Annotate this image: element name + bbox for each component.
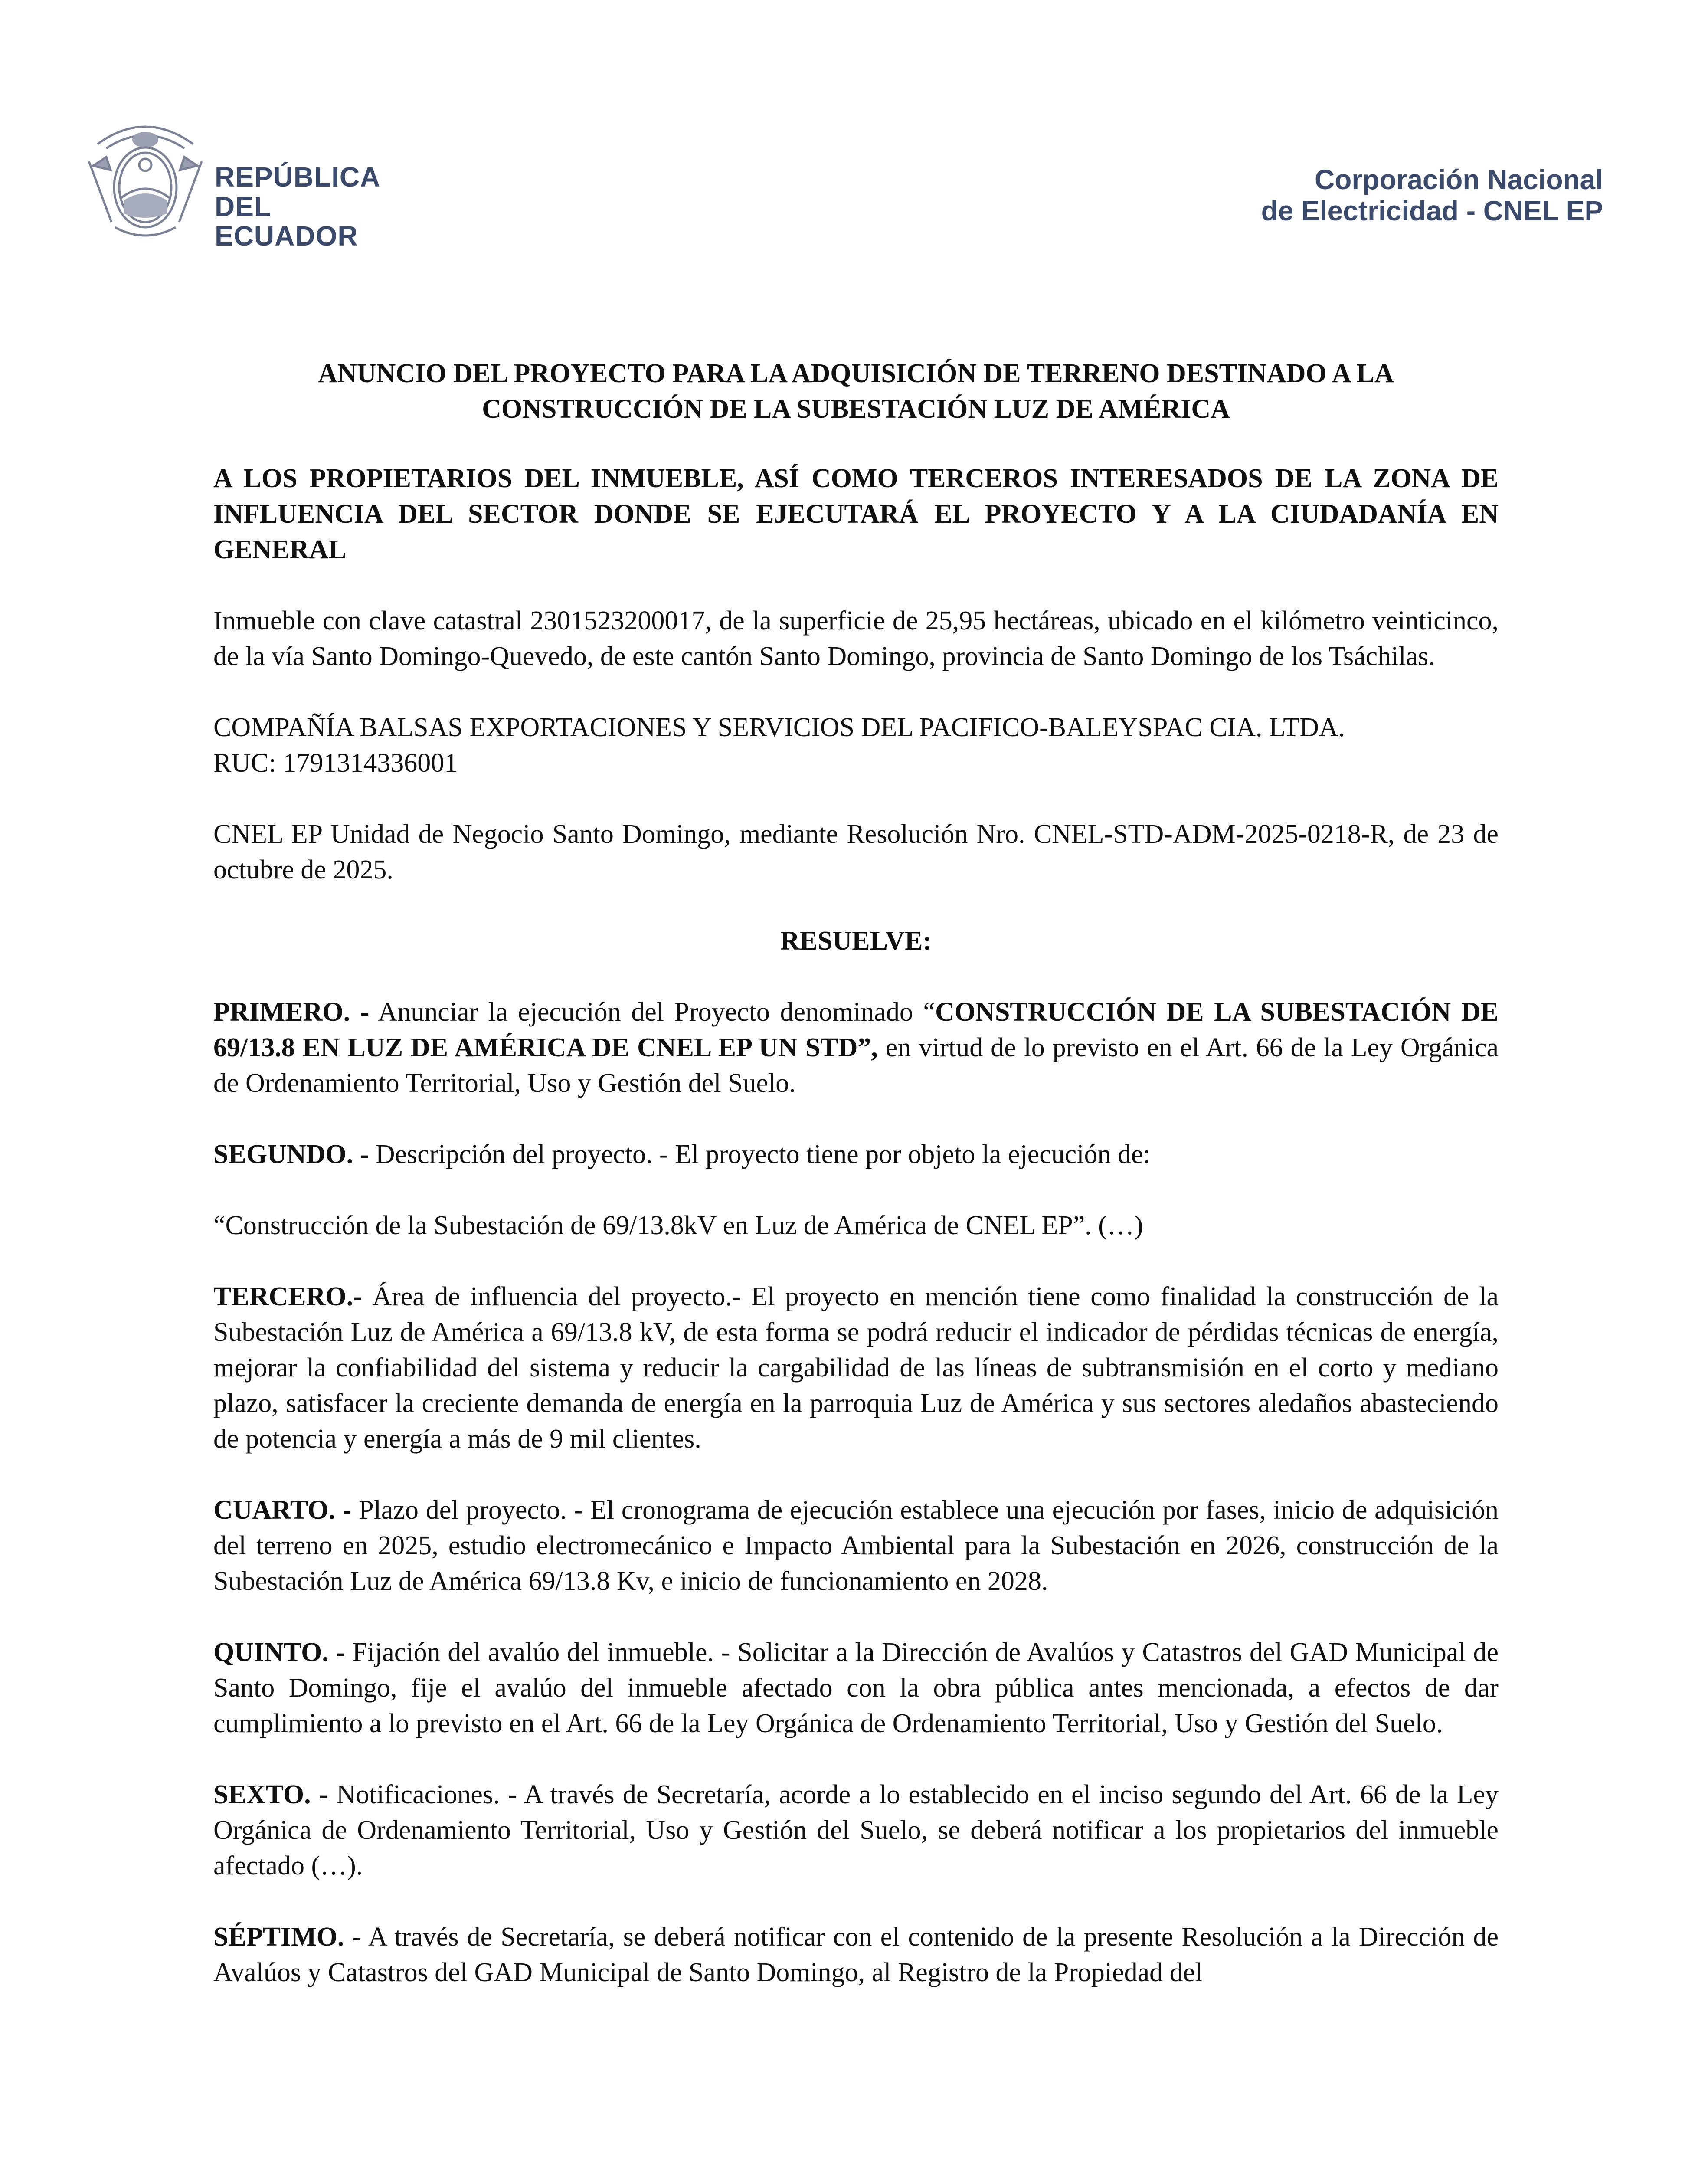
section-tercero	[213, 1279, 1499, 1457]
section-segundo-quote: “Construcción de la Subestación de 69/13.8kV en Luz de América de CNEL EP”. (…)	[213, 1211, 1143, 1240]
section-septimo-text: A través de Secretaría, se deberá notificar con el contenido de la presente Resolución a la Dirección de Avalúos y Catastros del GAD Municipal de Santo Domingo, al Registro de la Propiedad del	[213, 1922, 1499, 1987]
cnel-line-1: Corporación Nacional	[1315, 164, 1603, 195]
republic-name	[215, 162, 393, 251]
property-description: Inmueble con clave catastral 2301523200017, de la superficie de 25,95 hectáreas, ubicado en el kilómetro veinticinco, de la vía Santo Domingo-Quevedo, de este cantón Santo Domingo, provincia de Santo Domingo de los Tsáchilas.	[213, 606, 1499, 671]
section-segundo-text: Descripción del proyecto. - El proyecto tiene por objeto la ejecución de:	[369, 1140, 1151, 1169]
section-cuarto-label: CUARTO. -	[213, 1495, 352, 1525]
document-title	[213, 356, 1499, 427]
section-tercero-label: TERCERO.-	[213, 1282, 362, 1311]
republic-line-1: REPÚBLICA	[215, 161, 381, 193]
section-primero-label: PRIMERO. -	[213, 997, 370, 1027]
cnel-logo-text	[1261, 164, 1603, 226]
section-cuarto-text: Plazo del proyecto. - El cronograma de ejecución establece una ejecución por fases, inicio de adquisición del terreno en 2025, estudio electromecánico e Impacto Ambiental para la Subestación en 2026, construcción de la Subestación Luz de América 69/13.8 Kv, e inicio de funcionamiento en 2028.	[213, 1495, 1499, 1596]
section-sexto	[213, 1777, 1499, 1884]
section-quinto-text: Fijación del avalúo del inmueble. - Solicitar a la Dirección de Avalúos y Catastros del GAD Municipal de Santo Domingo, fije el avalúo del inmueble afectado con la obra pública antes mencionada, a efectos de dar cumplimiento a lo previsto en el Art. 66 de la Ley Orgánica de Ordenamiento Territorial, Uso y Gestión del Suelo.	[213, 1638, 1499, 1738]
title-line-2: CONSTRUCCIÓN DE LA SUBESTACIÓN LUZ DE AMÉRICA	[482, 394, 1230, 424]
republic-line-2: DEL ECUADOR	[215, 191, 358, 252]
title-line-1: ANUNCIO DEL PROYECTO PARA LA ADQUISICIÓN DE TERRENO DESTINADO A LA	[318, 359, 1394, 388]
owner-name: COMPAÑÍA BALSAS EXPORTACIONES Y SERVICIOS DEL PACIFICO-BALEYSPAC CIA. LTDA.	[213, 713, 1345, 742]
section-segundo	[213, 1137, 1499, 1172]
cnel-line-2: de Electricidad - CNEL EP	[1261, 195, 1603, 226]
section-cuarto	[213, 1492, 1499, 1599]
coat-of-arms-icon	[80, 114, 210, 244]
section-sexto-label: SEXTO. -	[213, 1780, 328, 1809]
section-sexto-text: Notificaciones. - A través de Secretaría, acorde a lo establecido en el inciso segundo del Art. 66 de la Ley Orgánica de Ordenamiento Territorial, Uso y Gestión del Suelo, se deberá notificar a los propietarios del inmueble afectado (…).	[213, 1780, 1499, 1881]
section-septimo	[213, 1919, 1499, 1990]
section-quinto	[213, 1635, 1499, 1741]
section-primero-text-b: en virtud de lo previsto en el Art. 66 de la Ley Orgánica de Ordenamiento Territorial, Uso y Gestión del Suelo.	[213, 1033, 1499, 1098]
resolution-reference: CNEL EP Unidad de Negocio Santo Domingo, mediante Resolución Nro. CNEL-STD-ADM-2025-0218-R, de 23 de octubre de 2025.	[213, 819, 1499, 885]
section-primero-project: CONSTRUCCIÓN DE LA SUBESTACIÓN DE 69/13.8 EN LUZ DE AMÉRICA DE CNEL EP UN STD”,	[213, 997, 1499, 1062]
addressee-heading: A LOS PROPIETARIOS DEL INMUEBLE, ASÍ COMO TERCEROS INTERESADOS DE LA ZONA DE INFLUENCIA DEL SECTOR DONDE SE EJECUTARÁ EL PROYECTO Y A LA CIUDADANÍA EN GENERAL	[213, 464, 1499, 564]
section-tercero-text: Área de influencia del proyecto.- El proyecto en mención tiene como finalidad la construcción de la Subestación Luz de América a 69/13.8 kV, de esta forma se podrá reducir el indicador de pérdidas técnicas de energía, mejorar la confiabilidad del sistema y reducir la cargabilidad de las líneas de subtransmisión en el corto y mediano plazo, satisfacer la creciente demanda de energía en la parroquia Luz de América y sus sectores aledaños abasteciendo de potencia y energía a más de 9 mil clientes.	[213, 1282, 1499, 1454]
section-septimo-label: SÉPTIMO. -	[213, 1922, 362, 1952]
owner-block	[213, 710, 1499, 781]
document-body	[213, 356, 1499, 2026]
resuelve-heading: RESUELVE:	[780, 926, 932, 956]
section-segundo-label: SEGUNDO. -	[213, 1140, 369, 1169]
owner-ruc: RUC: 1791314336001	[213, 748, 458, 778]
section-primero-text-a: Anunciar la ejecución del Proyecto denominado “	[369, 997, 936, 1027]
section-quinto-label: QUINTO. -	[213, 1638, 345, 1667]
section-primero	[213, 994, 1499, 1101]
republic-logo	[80, 114, 393, 252]
